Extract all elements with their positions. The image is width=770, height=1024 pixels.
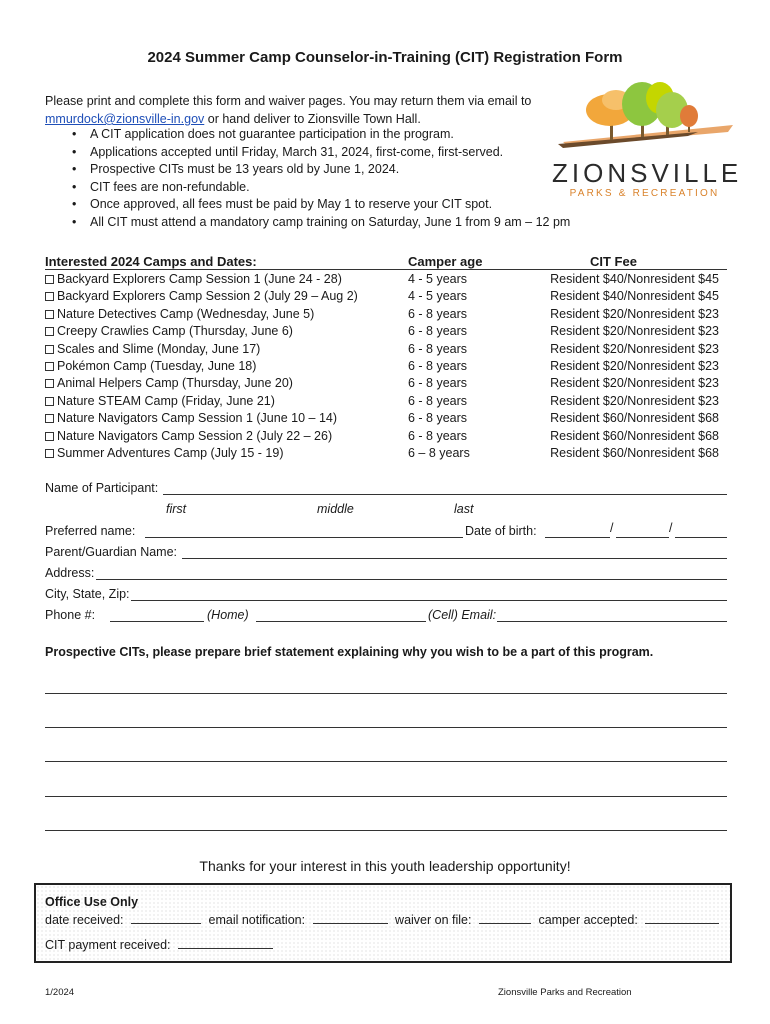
email-link[interactable]: mmurdock@zionsville-in.gov bbox=[45, 112, 205, 126]
email-notification-label: email notification: bbox=[208, 913, 306, 927]
dob-month-field[interactable] bbox=[545, 524, 610, 538]
statement-prompt: Prospective CITs, please prepare brief statement explaining why you wish to be a part of this program. bbox=[45, 645, 654, 659]
logo-subtitle: PARKS & RECREATION bbox=[569, 188, 720, 199]
intro-line2: or hand deliver to Zionsville Town Hall. bbox=[204, 112, 421, 126]
camp-age: 6 - 8 years bbox=[408, 376, 468, 391]
bullet-item: • A CIT application does not guarantee participation in the program. bbox=[72, 126, 570, 144]
camp-age: 6 - 8 years bbox=[408, 324, 468, 339]
payment-label: CIT payment received: bbox=[45, 938, 171, 952]
camp-checkbox[interactable] bbox=[45, 327, 54, 336]
dob-label: Date of birth: bbox=[465, 524, 537, 538]
requirements-list bbox=[72, 126, 570, 232]
table-row bbox=[45, 375, 727, 392]
header-camps: Interested 2024 Camps and Dates: bbox=[45, 254, 257, 269]
dob-separator: / bbox=[669, 521, 673, 535]
participant-label: Name of Participant: bbox=[45, 481, 159, 495]
email-field[interactable] bbox=[497, 608, 727, 622]
date-received-field[interactable] bbox=[131, 923, 201, 924]
first-name-label: first bbox=[166, 502, 187, 516]
email-notification-field[interactable] bbox=[313, 923, 388, 924]
camp-age: 6 - 8 years bbox=[408, 358, 468, 373]
camp-name: Nature Detectives Camp (Wednesday, June 5) bbox=[57, 306, 315, 321]
camp-fee: Resident $40/Nonresident $45 bbox=[550, 272, 719, 286]
city-state-zip-field[interactable] bbox=[131, 587, 727, 601]
waiver-label: waiver on file: bbox=[395, 913, 472, 927]
camp-fee: Resident $60/Nonresident $68 bbox=[550, 428, 719, 443]
home-label: (Home) bbox=[207, 608, 249, 622]
camp-checkbox[interactable] bbox=[45, 362, 54, 371]
camp-checkbox[interactable] bbox=[45, 449, 54, 458]
bullet-item: • Applications accepted until Friday, March 31, 2024, first-come, first-served. bbox=[72, 144, 570, 162]
table-row bbox=[45, 410, 727, 427]
home-phone-field[interactable] bbox=[110, 608, 204, 622]
camp-fee: Resident $60/Nonresident $68 bbox=[550, 411, 719, 426]
camp-fee: Resident $20/Nonresident $23 bbox=[550, 376, 719, 391]
participant-name-field[interactable] bbox=[163, 481, 727, 495]
office-payment-row bbox=[45, 938, 273, 952]
camp-checkbox[interactable] bbox=[45, 414, 54, 423]
bullet-item: • Prospective CITs must be 13 years old by June 1, 2024. bbox=[72, 161, 570, 179]
camp-checkbox[interactable] bbox=[45, 397, 54, 406]
statement-line[interactable] bbox=[45, 761, 727, 762]
statement-line[interactable] bbox=[45, 727, 727, 728]
parent-label: Parent/Guardian Name: bbox=[45, 545, 178, 559]
cell-email-label: (Cell) Email: bbox=[428, 608, 497, 622]
camp-age: 6 – 8 years bbox=[408, 445, 470, 460]
table-row bbox=[45, 358, 727, 375]
city-label: City, State, Zip: bbox=[45, 587, 130, 601]
bullet-item: • All CIT must attend a mandatory camp training on Saturday, June 1 from 9 am – 12 pm bbox=[72, 214, 570, 232]
camp-age: 6 - 8 years bbox=[408, 306, 468, 321]
camp-checkbox[interactable] bbox=[45, 292, 54, 301]
camp-age: 4 - 5 years bbox=[408, 289, 468, 304]
camp-age: 6 - 8 years bbox=[408, 428, 468, 443]
camp-name: Nature STEAM Camp (Friday, June 21) bbox=[57, 393, 275, 408]
table-row bbox=[45, 428, 727, 445]
camp-checkbox[interactable] bbox=[45, 379, 54, 388]
camp-fee: Resident $40/Nonresident $45 bbox=[550, 289, 719, 304]
header-fee: CIT Fee bbox=[590, 254, 637, 269]
footer-date: 1/2024 bbox=[45, 987, 75, 998]
camp-fee: Resident $20/Nonresident $23 bbox=[550, 306, 719, 321]
camp-name: Backyard Explorers Camp Session 1 (June 24 - 28) bbox=[57, 272, 342, 286]
logo-path-icon bbox=[558, 132, 698, 148]
statement-line[interactable] bbox=[45, 796, 727, 797]
camp-fee: Resident $20/Nonresident $23 bbox=[550, 358, 719, 373]
camp-name: Scales and Slime (Monday, June 17) bbox=[57, 341, 261, 356]
camp-fee: Resident $20/Nonresident $23 bbox=[550, 341, 719, 356]
table-row bbox=[45, 306, 727, 323]
middle-name-label: middle bbox=[317, 502, 354, 516]
statement-line[interactable] bbox=[45, 830, 727, 831]
camp-name: Nature Navigators Camp Session 2 (July 22 – 26) bbox=[57, 428, 333, 443]
camp-checkbox[interactable] bbox=[45, 275, 54, 284]
table-row bbox=[45, 445, 727, 462]
address-field[interactable] bbox=[96, 566, 727, 580]
camps-table-header bbox=[45, 254, 727, 270]
camp-fee: Resident $60/Nonresident $68 bbox=[550, 445, 719, 460]
camper-accepted-field[interactable] bbox=[645, 923, 719, 924]
camp-age: 6 - 8 years bbox=[408, 411, 468, 426]
footer-org: Zionsville Parks and Recreation bbox=[498, 987, 632, 998]
header-age: Camper age bbox=[408, 254, 483, 269]
camp-age: 6 - 8 years bbox=[408, 393, 468, 408]
camp-age: 6 - 8 years bbox=[408, 341, 468, 356]
office-fields-row bbox=[45, 913, 719, 927]
camp-name: Nature Navigators Camp Session 1 (June 10 – 14) bbox=[57, 411, 338, 426]
table-row bbox=[45, 271, 727, 288]
camp-checkbox[interactable] bbox=[45, 345, 54, 354]
camps-table bbox=[45, 271, 727, 462]
dob-year-field[interactable] bbox=[675, 524, 727, 538]
form-title: 2024 Summer Camp Counselor-in-Training (CIT) Registration Form bbox=[147, 49, 623, 66]
table-row bbox=[45, 323, 727, 340]
camp-fee: Resident $20/Nonresident $23 bbox=[550, 393, 719, 408]
table-row bbox=[45, 393, 727, 410]
bullet-item: • CIT fees are non-refundable. bbox=[72, 179, 570, 197]
table-row bbox=[45, 341, 727, 358]
camp-name: Backyard Explorers Camp Session 2 (July 29 – Aug 2) bbox=[57, 289, 358, 304]
payment-field[interactable] bbox=[178, 948, 273, 949]
last-name-label: last bbox=[454, 502, 474, 516]
table-row bbox=[45, 288, 727, 305]
preferred-name-field[interactable] bbox=[145, 524, 463, 538]
office-use-box bbox=[34, 883, 732, 963]
waiver-field[interactable] bbox=[479, 923, 531, 924]
logo-name: ZIONSVILLE bbox=[552, 158, 743, 188]
camp-name: Creepy Crawlies Camp (Thursday, June 6) bbox=[57, 324, 293, 339]
preferred-name-label: Preferred name: bbox=[45, 524, 136, 538]
dob-day-field[interactable] bbox=[616, 524, 669, 538]
cell-phone-field[interactable] bbox=[256, 608, 426, 622]
phone-label: Phone #: bbox=[45, 608, 96, 622]
date-received-label: date received: bbox=[45, 913, 124, 927]
camp-name: Animal Helpers Camp (Thursday, June 20) bbox=[57, 376, 293, 391]
parent-name-field[interactable] bbox=[182, 545, 727, 559]
camp-fee: Resident $20/Nonresident $23 bbox=[550, 324, 719, 339]
camp-name: Pokémon Camp (Tuesday, June 18) bbox=[57, 358, 257, 373]
logo-tree-red-icon bbox=[680, 105, 698, 127]
intro-line1: Please print and complete this form and waiver pages. You may return them via email to bbox=[45, 94, 532, 108]
intro-text bbox=[45, 92, 565, 128]
dob-separator: / bbox=[610, 521, 614, 535]
statement-line[interactable] bbox=[45, 693, 727, 694]
camp-checkbox[interactable] bbox=[45, 310, 54, 319]
bullet-item: • Once approved, all fees must be paid by May 1 to reserve your CIT spot. bbox=[72, 196, 570, 214]
thanks-message: Thanks for your interest in this youth leadership opportunity! bbox=[199, 858, 571, 874]
camp-name: Summer Adventures Camp (July 15 - 19) bbox=[57, 445, 284, 460]
camp-checkbox[interactable] bbox=[45, 432, 54, 441]
camper-accepted-label: camper accepted: bbox=[538, 913, 638, 927]
address-label: Address: bbox=[45, 566, 95, 580]
camp-age: 4 - 5 years bbox=[408, 272, 468, 286]
office-use-title: Office Use Only bbox=[45, 895, 139, 909]
